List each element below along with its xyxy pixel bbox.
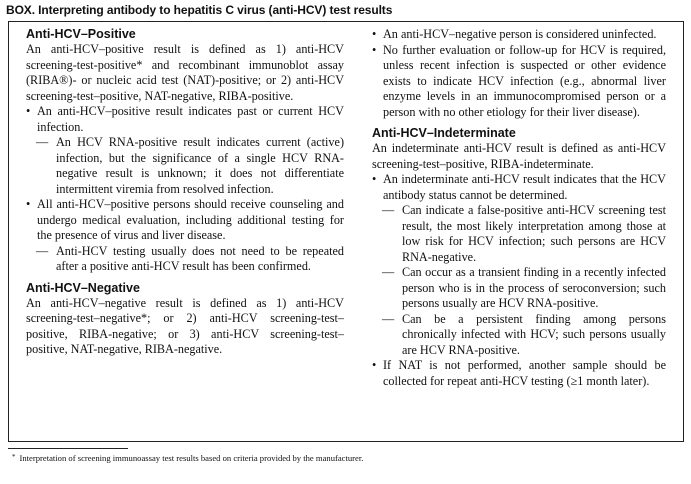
bullet-dot-icon: • [26, 197, 31, 211]
negative-bullet-1 [372, 27, 666, 43]
positive-subitem-1 [26, 135, 344, 197]
indeterminate-subitem-1 [372, 203, 666, 265]
subitem-text: Can occur as a transient finding in a recently infected person who is in the process of seroconversion; such persons usually are HCV RNA-positive. [402, 265, 666, 310]
bullet-dot-icon: • [372, 42, 377, 57]
negative-definition: An anti-HCV–negative result is defined as 1) anti-HCV screening-test–negative*; or 2) anti-HCV screening-test–positive, RIBA-negative; or 3) anti-HCV screening-test–positive, NAT-negative, RIBA-negative. [26, 295, 344, 356]
positive-bullet-1 [26, 104, 344, 135]
footnote-text: Interpretation of screening immunoassay test results based on criteria provided by the manufacturer. [19, 453, 364, 463]
subitem-text: Anti-HCV testing usually does not need to be repeated after a positive anti-HCV result has been confirmed. [56, 243, 344, 273]
em-dash-icon: — [36, 243, 49, 258]
bullet-text: All anti-HCV–positive persons should receive counseling and undergo medical evaluation, including additional testing for the presence of virus and liver disease. [37, 197, 344, 242]
indeterminate-definition: An indeterminate anti-HCV result is defined as anti-HCV screening-test–positive, RIBA-indeterminate. [372, 141, 666, 171]
footnote-marker: * [12, 453, 16, 461]
heading-indeterminate: Anti-HCV–Indeterminate [372, 126, 516, 140]
bullet-dot-icon: • [372, 27, 377, 41]
left-column [26, 27, 344, 358]
footnote-rule [8, 448, 128, 449]
bullet-text: An anti-HCV–positive result indicates past or current HCV infection. [37, 104, 344, 134]
bullet-text: An anti-HCV–negative person is considered uninfected. [383, 27, 657, 41]
bullet-dot-icon: • [26, 104, 31, 118]
positive-definition: An anti-HCV–positive result is defined as 1) anti-HCV screening-test-positive* and recombinant immunoblot assay (RIBA®)- or nucleic acid test (NAT)-positive; or 2) anti-HCV screening-test–positive, NAT-negative, RIBA-positive. [26, 42, 344, 103]
bullet-text: No further evaluation or follow-up for HCV is required, unless recent infection is suspected or other evidence exists to indicate HCV infection (e.g., abnormal liver enzyme levels in an immunocompromised person or a person with no other etiology for their liver disease). [383, 42, 666, 119]
right-column [372, 27, 666, 389]
indeterminate-subitem-3 [372, 312, 666, 359]
positive-subitem-2 [26, 244, 344, 275]
em-dash-icon: — [382, 265, 395, 279]
indeterminate-subitem-2 [372, 265, 666, 312]
em-dash-icon: — [36, 135, 49, 149]
negative-bullet-2 [372, 43, 666, 121]
bullet-dot-icon: • [372, 172, 377, 186]
subitem-text: An HCV RNA-positive result indicates current (active) infection, but the significance of a single HCV RNA-negative result is unknown; it does not differentiate intermittent viremia from resolved infection. [56, 135, 344, 196]
heading-positive: Anti-HCV–Positive [26, 27, 136, 41]
subitem-text: Can indicate a false-positive anti-HCV screening test result, the most likely interpretation among those at low risk for HCV infection; such persons are HCV RNA-negative. [402, 203, 666, 264]
indeterminate-bullet-1 [372, 172, 666, 203]
em-dash-icon: — [382, 311, 395, 326]
em-dash-icon: — [382, 203, 395, 217]
subitem-text: Can be a persistent finding among persons chronically infected with HCV; such persons usually are HCV RNA-positive. [402, 311, 666, 357]
positive-bullet-2 [26, 197, 344, 244]
heading-negative: Anti-HCV–Negative [26, 280, 140, 295]
bullet-text: An indeterminate anti-HCV result indicates that the HCV antibody status cannot be determined. [383, 172, 666, 202]
box-title: BOX. Interpreting antibody to hepatitis C virus (anti-HCV) test results [6, 3, 393, 17]
bullet-text: If NAT is not performed, another sample should be collected for repeat anti-HCV testing (≥1 month later). [383, 358, 666, 388]
footnote [12, 452, 363, 464]
indeterminate-bullet-2 [372, 358, 666, 389]
bullet-dot-icon: • [372, 358, 377, 372]
